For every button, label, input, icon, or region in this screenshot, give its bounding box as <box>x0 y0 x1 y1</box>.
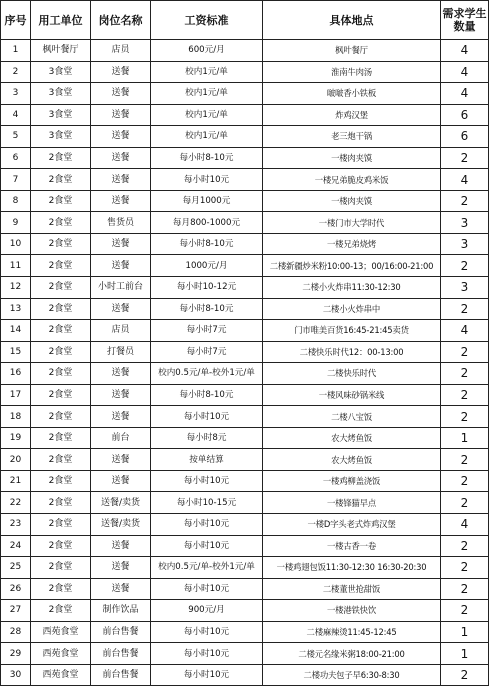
row-position: 送餐 <box>91 363 151 385</box>
row-employer: 3食堂 <box>31 83 91 105</box>
row-count: 2 <box>441 600 489 622</box>
row-count: 6 <box>441 126 489 148</box>
row-count: 2 <box>441 557 489 579</box>
row-location: 一楼锋猫早点 <box>263 492 441 514</box>
table-row <box>1 514 489 536</box>
row-position: 送餐 <box>91 470 151 492</box>
row-location: 一楼风味砂锅米线 <box>263 384 441 406</box>
row-location: 二楼麻辣烫11:45-12:45 <box>263 621 441 643</box>
row-wage: 按单结算 <box>151 449 263 471</box>
table-row <box>1 126 489 148</box>
table-row <box>1 61 489 83</box>
row-index: 15 <box>1 341 31 363</box>
row-wage: 每小时10元 <box>151 621 263 643</box>
row-position: 送餐/卖货 <box>91 514 151 536</box>
row-location: 一楼D字头老式炸鸡汉堡 <box>263 514 441 536</box>
row-count: 4 <box>441 320 489 342</box>
row-count: 2 <box>441 147 489 169</box>
row-employer: 西苑食堂 <box>31 621 91 643</box>
row-count: 1 <box>441 427 489 449</box>
row-employer: 2食堂 <box>31 427 91 449</box>
row-location: 枫叶餐厅 <box>263 40 441 62</box>
row-count: 4 <box>441 40 489 62</box>
row-count: 4 <box>441 61 489 83</box>
row-employer: 2食堂 <box>31 320 91 342</box>
row-location: 一楼港铁快饮 <box>263 600 441 622</box>
row-employer: 2食堂 <box>31 233 91 255</box>
row-count: 2 <box>441 492 489 514</box>
table-row <box>1 492 489 514</box>
row-count: 2 <box>441 384 489 406</box>
row-count: 6 <box>441 104 489 126</box>
row-wage: 每小时10-15元 <box>151 492 263 514</box>
row-count: 4 <box>441 169 489 191</box>
table-row <box>1 190 489 212</box>
row-location: 一楼鸡翅包饭11:30-12:30 16:30-20:30 <box>263 557 441 579</box>
table-row <box>1 147 489 169</box>
row-position: 送餐 <box>91 535 151 557</box>
row-position: 前台售餐 <box>91 643 151 665</box>
row-wage: 每月800-1000元 <box>151 212 263 234</box>
row-wage: 每小时8元 <box>151 427 263 449</box>
row-position: 送餐 <box>91 298 151 320</box>
row-wage: 每小时8-10元 <box>151 233 263 255</box>
row-count: 2 <box>441 535 489 557</box>
row-location: 啵啵香小铁板 <box>263 83 441 105</box>
row-index: 12 <box>1 277 31 299</box>
row-position: 送餐 <box>91 255 151 277</box>
row-position: 前台售餐 <box>91 664 151 686</box>
row-position: 售货员 <box>91 212 151 234</box>
row-wage: 每小时10元 <box>151 514 263 536</box>
row-employer: 2食堂 <box>31 255 91 277</box>
row-location: 二楼快乐时代 <box>263 363 441 385</box>
row-index: 3 <box>1 83 31 105</box>
row-count: 2 <box>441 255 489 277</box>
row-employer: 2食堂 <box>31 557 91 579</box>
row-wage: 校内1元/单 <box>151 83 263 105</box>
row-index: 2 <box>1 61 31 83</box>
row-location: 二楼元名缘米粥18:00-21:00 <box>263 643 441 665</box>
row-index: 30 <box>1 664 31 686</box>
row-employer: 西苑食堂 <box>31 664 91 686</box>
row-position: 送餐 <box>91 61 151 83</box>
table-row <box>1 212 489 234</box>
row-employer: 2食堂 <box>31 384 91 406</box>
row-location: 一楼门市大学时代 <box>263 212 441 234</box>
row-position: 送餐 <box>91 578 151 600</box>
row-wage: 每小时8-10元 <box>151 147 263 169</box>
row-wage: 1000元/月 <box>151 255 263 277</box>
row-location: 淮南牛肉汤 <box>263 61 441 83</box>
table-row <box>1 384 489 406</box>
row-count: 4 <box>441 83 489 105</box>
row-employer: 3食堂 <box>31 61 91 83</box>
row-position: 送餐 <box>91 449 151 471</box>
table-row <box>1 470 489 492</box>
table-row <box>1 664 489 686</box>
row-wage: 每小时10元 <box>151 535 263 557</box>
table-row <box>1 277 489 299</box>
table-row <box>1 643 489 665</box>
row-position: 送餐 <box>91 126 151 148</box>
table-row <box>1 341 489 363</box>
row-wage: 每小时10元 <box>151 664 263 686</box>
row-position: 打餐员 <box>91 341 151 363</box>
row-location: 炸鸡汉堡 <box>263 104 441 126</box>
row-count: 3 <box>441 233 489 255</box>
row-location: 二楼小火炸串11:30-12:30 <box>263 277 441 299</box>
row-index: 27 <box>1 600 31 622</box>
table-row <box>1 83 489 105</box>
table-body <box>1 40 489 686</box>
row-location: 二楼功夫包子早6:30-8:30 <box>263 664 441 686</box>
row-location: 农大烤鱼饭 <box>263 449 441 471</box>
row-location: 一楼古香一卷 <box>263 535 441 557</box>
row-employer: 2食堂 <box>31 363 91 385</box>
table-row <box>1 255 489 277</box>
row-index: 11 <box>1 255 31 277</box>
header-row <box>1 1 489 40</box>
row-wage: 每月1000元 <box>151 190 263 212</box>
row-position: 店员 <box>91 40 151 62</box>
row-employer: 2食堂 <box>31 449 91 471</box>
row-wage: 900元/月 <box>151 600 263 622</box>
row-employer: 2食堂 <box>31 535 91 557</box>
row-employer: 2食堂 <box>31 600 91 622</box>
table-row <box>1 233 489 255</box>
row-count: 2 <box>441 406 489 428</box>
table-row <box>1 621 489 643</box>
row-location: 农大烤鱼饭 <box>263 427 441 449</box>
row-employer: 2食堂 <box>31 578 91 600</box>
row-position: 小时工前台 <box>91 277 151 299</box>
row-wage: 校内1元/单 <box>151 126 263 148</box>
row-index: 20 <box>1 449 31 471</box>
row-location: 一楼肉夹馍 <box>263 147 441 169</box>
row-employer: 2食堂 <box>31 514 91 536</box>
row-index: 18 <box>1 406 31 428</box>
row-count: 2 <box>441 470 489 492</box>
row-count: 2 <box>441 449 489 471</box>
row-location: 二楼新疆炒米粉10:00-13；00/16:00-21:00 <box>263 255 441 277</box>
row-index: 24 <box>1 535 31 557</box>
row-index: 23 <box>1 514 31 536</box>
row-employer: 2食堂 <box>31 190 91 212</box>
row-employer: 枫叶餐厅 <box>31 40 91 62</box>
row-wage: 每小时7元 <box>151 320 263 342</box>
row-position: 送餐 <box>91 147 151 169</box>
row-index: 8 <box>1 190 31 212</box>
row-wage: 校内0.5元/单-校外1元/单 <box>151 363 263 385</box>
row-position: 前台售餐 <box>91 621 151 643</box>
row-employer: 2食堂 <box>31 277 91 299</box>
row-index: 10 <box>1 233 31 255</box>
row-wage: 600元/月 <box>151 40 263 62</box>
row-wage: 每小时7元 <box>151 341 263 363</box>
row-location: 二楼小火炸串中 <box>263 298 441 320</box>
row-wage: 每小时10元 <box>151 470 263 492</box>
table-header <box>1 1 489 40</box>
row-employer: 2食堂 <box>31 147 91 169</box>
header-count: 需求学生数量 <box>441 1 489 40</box>
row-location: 二楼快乐时代12：00-13:00 <box>263 341 441 363</box>
row-position: 店员 <box>91 320 151 342</box>
row-wage: 校内1元/单 <box>151 61 263 83</box>
row-wage: 每小时8-10元 <box>151 298 263 320</box>
row-count: 2 <box>441 298 489 320</box>
table-row <box>1 535 489 557</box>
row-index: 1 <box>1 40 31 62</box>
row-index: 9 <box>1 212 31 234</box>
row-index: 6 <box>1 147 31 169</box>
row-position: 送餐 <box>91 83 151 105</box>
row-location: 一楼兄弟烧烤 <box>263 233 441 255</box>
row-wage: 每小时10元 <box>151 406 263 428</box>
row-wage: 校内1元/单 <box>151 104 263 126</box>
row-position: 送餐 <box>91 233 151 255</box>
table-row <box>1 557 489 579</box>
table-row <box>1 406 489 428</box>
table-row <box>1 40 489 62</box>
row-wage: 每小时10元 <box>151 643 263 665</box>
row-location: 一楼肉夹馍 <box>263 190 441 212</box>
row-location: 门市唯美百货16:45-21:45卖货 <box>263 320 441 342</box>
row-employer: 2食堂 <box>31 212 91 234</box>
table-row <box>1 320 489 342</box>
row-index: 29 <box>1 643 31 665</box>
row-index: 25 <box>1 557 31 579</box>
table-row <box>1 363 489 385</box>
row-index: 7 <box>1 169 31 191</box>
row-index: 17 <box>1 384 31 406</box>
header-index: 序号 <box>1 1 31 40</box>
row-employer: 2食堂 <box>31 406 91 428</box>
row-index: 5 <box>1 126 31 148</box>
row-count: 3 <box>441 277 489 299</box>
row-index: 14 <box>1 320 31 342</box>
row-count: 2 <box>441 190 489 212</box>
row-count: 2 <box>441 363 489 385</box>
row-position: 送餐 <box>91 406 151 428</box>
row-count: 3 <box>441 212 489 234</box>
header-position: 岗位名称 <box>91 1 151 40</box>
row-position: 送餐 <box>91 384 151 406</box>
table-row <box>1 427 489 449</box>
row-employer: 2食堂 <box>31 298 91 320</box>
row-location: 一楼兄弟脆皮鸡米饭 <box>263 169 441 191</box>
header-wage: 工资标准 <box>151 1 263 40</box>
row-index: 13 <box>1 298 31 320</box>
row-count: 1 <box>441 621 489 643</box>
row-position: 前台 <box>91 427 151 449</box>
row-index: 21 <box>1 470 31 492</box>
row-location: 二楼董世抢甜饭 <box>263 578 441 600</box>
row-employer: 3食堂 <box>31 104 91 126</box>
table-row <box>1 169 489 191</box>
row-location: 一楼鸡柳盖浇饭 <box>263 470 441 492</box>
row-wage: 每小时10元 <box>151 578 263 600</box>
row-position: 送餐/卖货 <box>91 492 151 514</box>
table-row <box>1 298 489 320</box>
header-location: 具体地点 <box>263 1 441 40</box>
table-row <box>1 449 489 471</box>
row-index: 26 <box>1 578 31 600</box>
row-employer: 2食堂 <box>31 341 91 363</box>
row-wage: 每小时10-12元 <box>151 277 263 299</box>
row-count: 2 <box>441 341 489 363</box>
row-position: 送餐 <box>91 169 151 191</box>
row-wage: 校内0.5元/单-校外1元/单 <box>151 557 263 579</box>
row-position: 制作饮品 <box>91 600 151 622</box>
row-location: 老三炮干锅 <box>263 126 441 148</box>
row-index: 19 <box>1 427 31 449</box>
row-employer: 2食堂 <box>31 470 91 492</box>
row-position: 送餐 <box>91 104 151 126</box>
row-count: 1 <box>441 643 489 665</box>
table-row <box>1 578 489 600</box>
row-employer: 西苑食堂 <box>31 643 91 665</box>
row-location: 二楼八宝饭 <box>263 406 441 428</box>
table-row <box>1 104 489 126</box>
row-position: 送餐 <box>91 190 151 212</box>
row-index: 4 <box>1 104 31 126</box>
row-count: 2 <box>441 664 489 686</box>
row-employer: 3食堂 <box>31 126 91 148</box>
row-index: 22 <box>1 492 31 514</box>
table-row <box>1 600 489 622</box>
row-position: 送餐 <box>91 557 151 579</box>
row-employer: 2食堂 <box>31 492 91 514</box>
header-employer: 用工单位 <box>31 1 91 40</box>
row-index: 16 <box>1 363 31 385</box>
row-employer: 2食堂 <box>31 169 91 191</box>
row-count: 2 <box>441 578 489 600</box>
row-wage: 每小时10元 <box>151 169 263 191</box>
row-wage: 每小时8-10元 <box>151 384 263 406</box>
row-index: 28 <box>1 621 31 643</box>
row-count: 4 <box>441 514 489 536</box>
